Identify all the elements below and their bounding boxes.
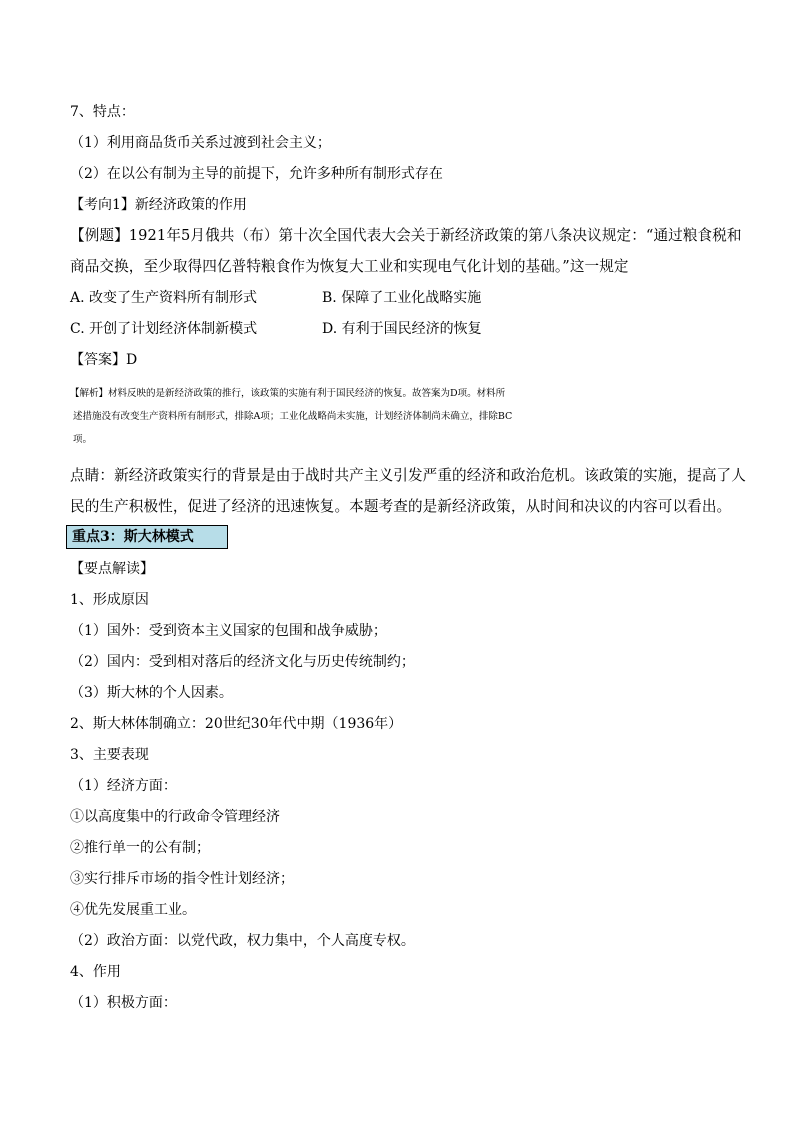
example-question-line-1: 【例题】1921年5月俄共（布）第十次全国代表大会关于新经济政策的第八条决议规定：“通过粮食税和 [70, 227, 742, 244]
explanation-line-1: 【解析】材料反映的是新经济政策的推行，该政策的实施有利于国民经济的恢复。故答案为D项。材料所 [70, 388, 506, 399]
economic-point-1: ①以高度集中的行政命令管理经济 [70, 809, 280, 825]
note-line-1: 点睛：新经济政策实行的背景是由于战时共产主义引发严重的经济和政治危机。该政策的实施，提高了人 [70, 467, 746, 484]
note-line-2: 民的生产积极性，促进了经济的迅速恢复。本题考查的是新经济政策，从时间和决议的内容可以看出。 [70, 498, 732, 515]
feature-2: （2）在以公有制为主导的前提下，允许多种所有制形式存在 [70, 166, 443, 182]
example-question-line-2: 商品交换，至少取得四亿普特粮食作为恢复大工业和实现电气化计划的基础。”这一规定 [70, 258, 629, 275]
explanation-line-2: 述措施没有改变生产资料所有制形式，排除A项；工业化战略尚未实施，计划经济体制尚未确立，排除BC [73, 411, 513, 422]
feature-1: （1）利用商品货币关系过渡到社会主义； [70, 135, 331, 151]
effects-title: 4、作用 [70, 964, 121, 980]
answer: 【答案】D [70, 352, 138, 368]
key-points-label: 【要点解读】 [70, 561, 154, 577]
section-heading-box [66, 525, 228, 549]
cause-3: （3）斯大林的个人因素。 [70, 685, 233, 701]
political-aspect: （2）政治方面：以党代政，权力集中，个人高度专权。 [70, 933, 415, 949]
option-d: D. 有利于国民经济的恢复 [322, 321, 482, 337]
economic-aspect: （1）经济方面： [70, 778, 177, 794]
section-heading: 重点3：斯大林模式 [72, 529, 194, 545]
economic-point-4: ④优先发展重工业。 [70, 902, 196, 918]
establishment: 2、斯大林体制确立：20世纪30年代中期（1936年） [70, 716, 403, 732]
explanation-line-3: 项。 [73, 434, 93, 445]
economic-point-2: ②推行单一的公有制； [70, 840, 210, 856]
manifestations-title: 3、主要表现 [70, 747, 149, 763]
section-7-title: 7、特点： [70, 104, 135, 120]
causes-title: 1、形成原因 [70, 592, 149, 608]
option-c: C. 开创了计划经济体制新模式 [70, 321, 258, 337]
positive-aspect: （1）积极方面： [70, 995, 177, 1011]
economic-point-3: ③实行排斥市场的指令性计划经济； [70, 871, 294, 887]
option-a: A. 改变了生产资料所有制形式 [70, 290, 258, 306]
cause-2: （2）国内：受到相对落后的经济文化与历史传统制约； [70, 654, 415, 670]
topic-1-title: 【考向1】新经济政策的作用 [70, 197, 247, 213]
cause-1: （1）国外：受到资本主义国家的包围和战争威胁； [70, 623, 387, 639]
option-b: B. 保障了工业化战略实施 [322, 290, 482, 306]
